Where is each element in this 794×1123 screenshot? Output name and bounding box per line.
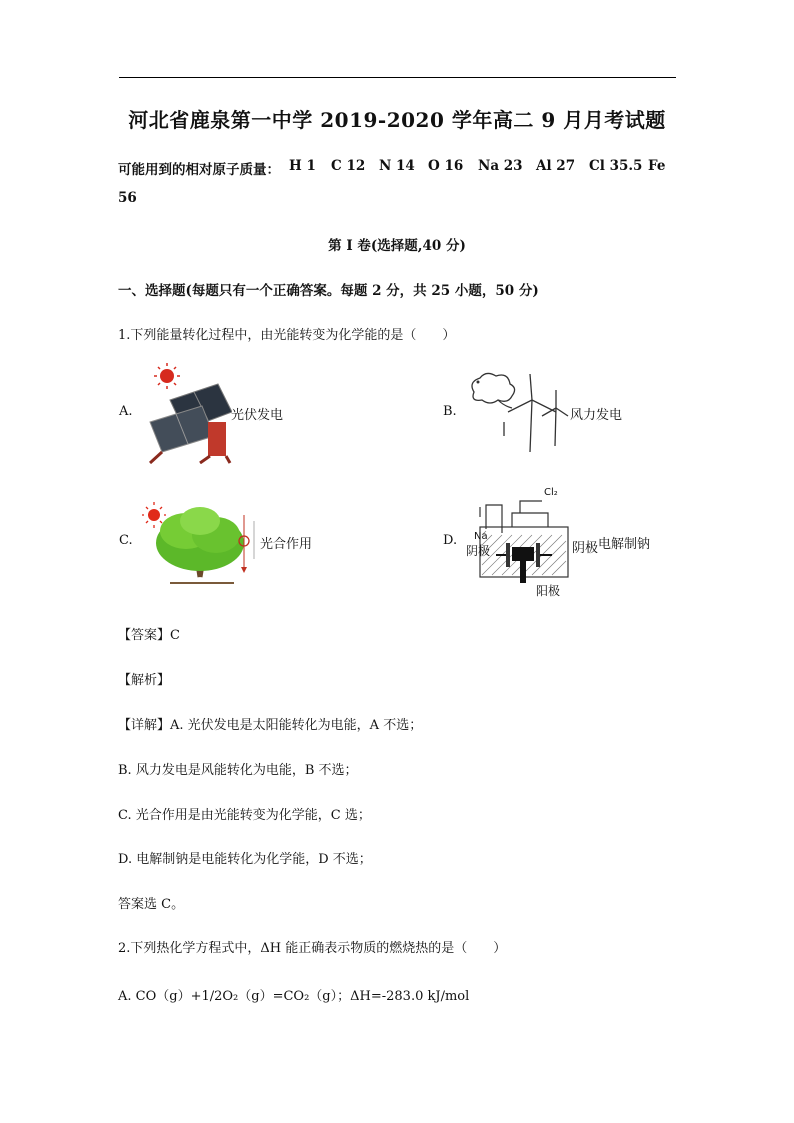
wind-cloud-icon <box>472 373 515 408</box>
question-1-stem: 1.下列能量转化过程中，由光能转变为化学能的是（ ） <box>118 328 456 343</box>
atomic-mass-item: O 16 <box>428 158 464 174</box>
solar-panel-image <box>140 362 232 464</box>
tree-photosynthesis-image <box>142 497 260 587</box>
option-b-caption: 风力发电 <box>570 408 623 423</box>
option-a-caption: 光伏发电 <box>231 408 284 423</box>
na-label: Na <box>474 531 488 542</box>
option-c-caption: 光合作用 <box>260 537 313 552</box>
turbine-icon <box>504 374 568 452</box>
atomic-mass-item: N 14 <box>379 158 415 174</box>
detail-text: A. 光伏发电是太阳能转化为电能，A 不选； <box>170 718 423 733</box>
option-a-letter: A. <box>119 404 133 419</box>
detail-prefix: 【详解】 <box>118 718 171 733</box>
sun-icon <box>154 363 180 389</box>
detail-line-c: C. 光合作用是由光能转变为化学能，C 选； <box>118 808 371 823</box>
option-d-letter: D. <box>443 533 458 548</box>
top-rule <box>119 77 676 78</box>
option-c-letter: C. <box>119 533 133 548</box>
cathode-label-left: 阴极 <box>466 544 491 558</box>
atomic-mass-item: C 12 <box>331 158 366 174</box>
detail-line-d: D. 电解制钠是电能转化为化学能，D 不选； <box>118 852 372 867</box>
detail-line-a <box>118 714 422 733</box>
option-b-letter: B. <box>443 404 457 419</box>
option-d-caption: 电解制钠 <box>598 537 651 552</box>
answer: 【答案】C <box>118 628 180 643</box>
anode-label: 阳极 <box>536 584 561 597</box>
atomic-mass-item: Fe <box>648 158 666 174</box>
question-2-stem: 2.下列热化学方程式中，ΔH 能正确表示物质的燃烧热的是（ ） <box>118 941 507 956</box>
conclusion: 答案选 C。 <box>118 897 185 912</box>
cathode-label-right: 阴极 <box>572 541 599 556</box>
wind-turbine-image <box>464 372 570 452</box>
section-heading: 一、选择题(每题只有一个正确答案。每题 2 分，共 25 小题，50 分) <box>118 283 539 299</box>
atomic-mass-item: H 1 <box>289 158 316 174</box>
analysis-label: 【解析】 <box>118 673 171 688</box>
atomic-mass-item: Al 27 <box>536 158 576 174</box>
part-title: 第 I 卷(选择题,40 分) <box>328 238 466 254</box>
atomic-mass-item: Na 23 <box>478 158 523 174</box>
atomic-mass-label: 可能用到的相对原子质量： <box>118 162 280 178</box>
cl2-label: Cl₂ <box>544 487 558 498</box>
atomic-mass-wrap: 56 <box>118 190 137 206</box>
page-title: 河北省鹿泉第一中学 2019-2020 学年高二 9 月月考试题 <box>128 108 666 132</box>
atomic-mass-item: Cl 35.5 <box>589 158 643 174</box>
detail-line-b: B. 风力发电是风能转化为电能，B 不选； <box>118 763 358 778</box>
question-2-option-a: A. CO（g）+1/2O₂（g）=CO₂（g）；ΔH=-283.0 kJ/mol <box>118 989 470 1004</box>
electrolysis-cell-diagram <box>466 483 572 597</box>
